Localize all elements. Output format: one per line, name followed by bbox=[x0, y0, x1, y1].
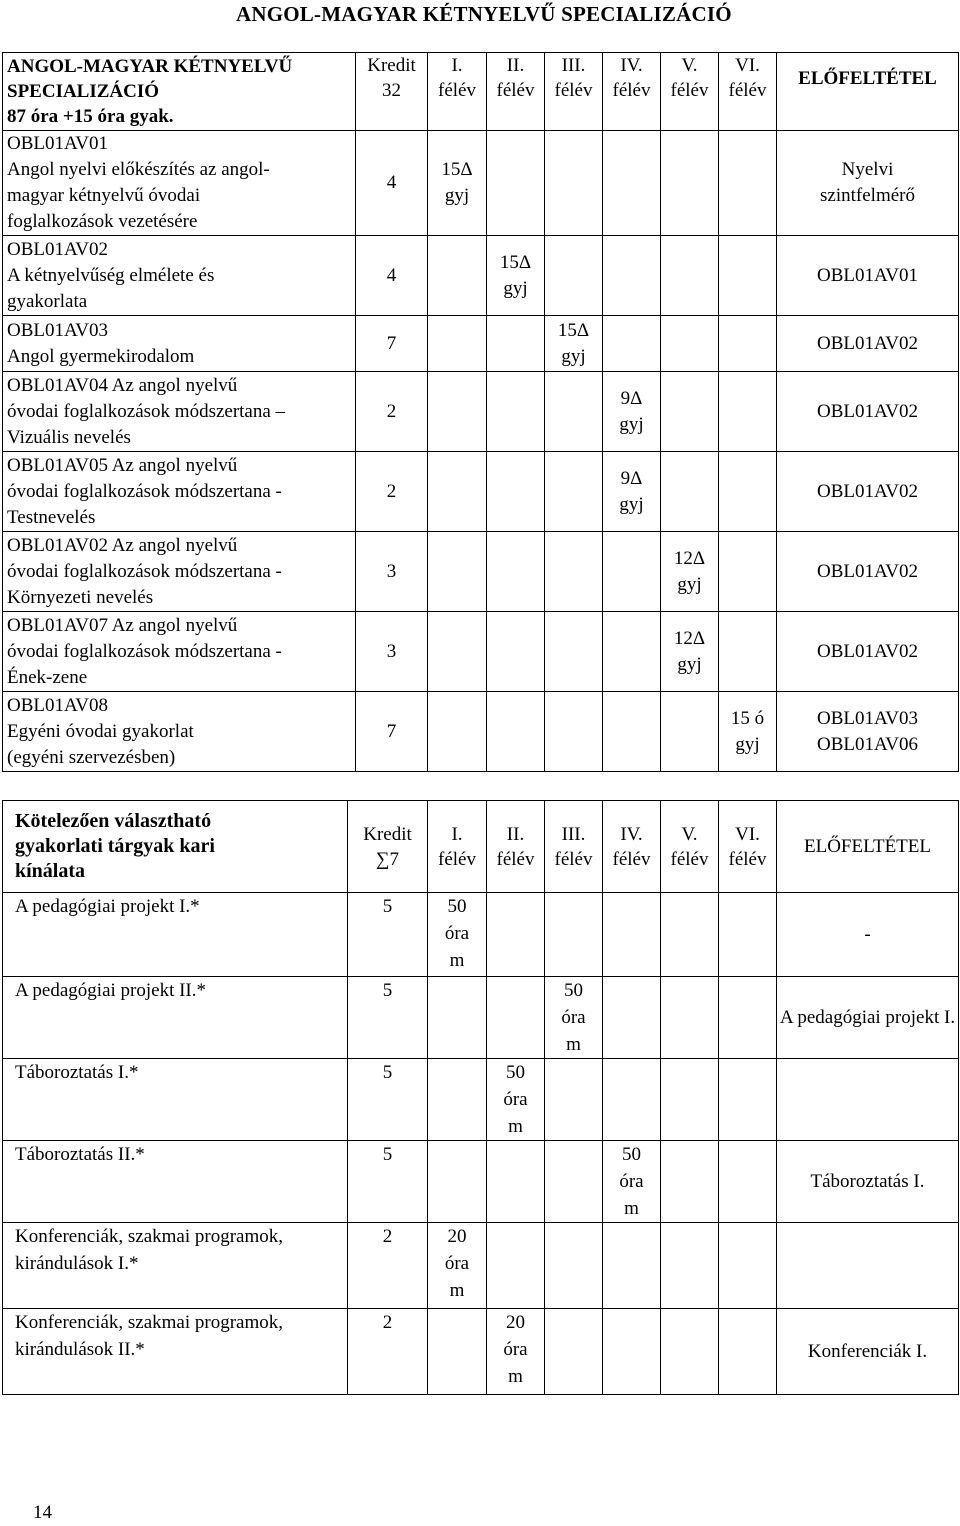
semester-cell bbox=[603, 1309, 661, 1395]
semester-cell bbox=[719, 1309, 777, 1395]
prereq-cell bbox=[777, 316, 959, 372]
table-title-line: 87 óra +15 óra gyak. bbox=[7, 106, 174, 127]
course-name-line: A pedagógiai projekt I.* bbox=[15, 896, 200, 917]
table-title bbox=[3, 53, 356, 131]
semester-number: IV. bbox=[620, 55, 643, 76]
course-cell bbox=[3, 893, 348, 977]
hours-line: 50 bbox=[564, 980, 583, 1001]
semester-cell bbox=[545, 316, 603, 372]
semester-cell bbox=[603, 372, 661, 452]
semester-cell bbox=[661, 893, 719, 977]
semester-cell bbox=[487, 893, 545, 977]
hours-line: óra bbox=[503, 1089, 528, 1110]
course-first-line bbox=[7, 318, 355, 344]
hours-line: 50 bbox=[622, 1144, 641, 1165]
course-cell bbox=[3, 452, 356, 532]
semester-number: I. bbox=[451, 55, 463, 76]
hours-line: m bbox=[566, 1034, 581, 1055]
hours-line: óra bbox=[444, 1253, 470, 1274]
semester-cell bbox=[661, 532, 719, 612]
semester-cell bbox=[719, 316, 777, 372]
course-cell bbox=[3, 977, 348, 1059]
semester-cell bbox=[545, 692, 603, 772]
course-first-line bbox=[7, 453, 355, 479]
course-name-line: magyar kétnyelvű óvodai bbox=[7, 185, 201, 206]
semester-cell bbox=[545, 1309, 603, 1395]
credit-cell: 5 bbox=[348, 1141, 428, 1223]
page-number: 14 bbox=[33, 1502, 52, 1523]
semester-cell bbox=[487, 532, 545, 612]
semester-cell bbox=[719, 372, 777, 452]
hours-line: 50 bbox=[447, 896, 467, 917]
kredit-label: Kredit bbox=[367, 55, 416, 76]
course-cell bbox=[3, 1059, 348, 1141]
course-name-line: óvodai foglalkozások módszertana - bbox=[7, 640, 282, 662]
prereq-header bbox=[777, 53, 959, 131]
prereq-cell bbox=[777, 452, 959, 532]
semester-number: II. bbox=[506, 823, 525, 845]
semester-cell bbox=[545, 1223, 603, 1309]
semester-cell bbox=[428, 1223, 487, 1309]
semester-cell bbox=[603, 1141, 661, 1223]
semester-cell bbox=[545, 977, 603, 1059]
semester-word: félév bbox=[670, 848, 709, 870]
semester-cell bbox=[487, 452, 545, 532]
credit-cell: 2 bbox=[356, 452, 428, 532]
semester-cell bbox=[428, 532, 487, 612]
course-cell bbox=[3, 692, 356, 772]
assessment-type: gyj bbox=[561, 345, 586, 367]
hours-line: m bbox=[508, 1116, 523, 1137]
semester-cell bbox=[661, 452, 719, 532]
table-title bbox=[3, 801, 348, 893]
semester-word: félév bbox=[554, 80, 593, 101]
hours-line: 20 bbox=[447, 1226, 467, 1247]
semester-cell bbox=[487, 612, 545, 692]
semester-word: félév bbox=[554, 848, 593, 870]
assessment-type: gyj bbox=[444, 185, 470, 206]
semester-cell bbox=[545, 532, 603, 612]
course-name-line: Konferenciák, szakmai programok, bbox=[15, 1226, 284, 1247]
course-name-line: Környezeti nevelés bbox=[7, 586, 154, 608]
course-name-line: Ének-zene bbox=[7, 666, 88, 688]
semester-cell bbox=[661, 372, 719, 452]
semester-cell bbox=[719, 131, 777, 236]
semester-cell bbox=[603, 893, 661, 977]
semester-cell bbox=[603, 612, 661, 692]
semester-number: III. bbox=[561, 55, 586, 76]
semester-cell bbox=[545, 612, 603, 692]
course-cell bbox=[3, 236, 356, 316]
course-code: OBL01AV05 bbox=[7, 454, 108, 476]
course-cell bbox=[3, 1141, 348, 1223]
semester-cell bbox=[487, 692, 545, 772]
course-first-line bbox=[7, 693, 355, 719]
course-name-line: Konferenciák, szakmai programok, bbox=[15, 1312, 284, 1333]
semester-cell bbox=[661, 1309, 719, 1395]
semester-header bbox=[428, 53, 487, 131]
semester-cell bbox=[545, 452, 603, 532]
hours-line: óra bbox=[503, 1339, 528, 1360]
hours-value: 9Δ bbox=[620, 467, 643, 489]
semester-word: félév bbox=[438, 848, 476, 870]
semester-number: V. bbox=[681, 823, 698, 845]
prereq-value: OBL01AV02 bbox=[817, 560, 918, 582]
credit-cell: 7 bbox=[356, 316, 428, 372]
course-cell bbox=[3, 1223, 348, 1309]
course-name-start: Az angol nyelvű bbox=[108, 374, 238, 396]
semester-header bbox=[545, 801, 603, 893]
credit-cell: 5 bbox=[348, 893, 428, 977]
prereq-value: OBL01AV02 bbox=[817, 480, 918, 502]
semester-cell bbox=[661, 1141, 719, 1223]
semester-cell bbox=[545, 372, 603, 452]
semester-cell bbox=[661, 977, 719, 1059]
semester-cell bbox=[545, 1141, 603, 1223]
hours-value: 15 ó bbox=[730, 707, 765, 729]
semester-cell bbox=[719, 1223, 777, 1309]
table-row bbox=[3, 1223, 959, 1309]
prereq-label: ELŐFELTÉTEL bbox=[798, 68, 937, 89]
semester-cell bbox=[487, 1309, 545, 1395]
semester-cell bbox=[428, 452, 487, 532]
prereq-cell bbox=[777, 372, 959, 452]
course-name-line: kirándulások I.* bbox=[15, 1253, 139, 1274]
course-name-line: Testnevelés bbox=[7, 506, 96, 528]
semester-cell bbox=[719, 452, 777, 532]
prereq-value: OBL01AV06 bbox=[817, 733, 918, 755]
semester-cell bbox=[545, 1059, 603, 1141]
table-row bbox=[3, 1309, 959, 1395]
hours-value: 15Δ bbox=[499, 251, 532, 273]
semester-cell bbox=[603, 316, 661, 372]
semester-cell bbox=[487, 131, 545, 236]
semester-cell bbox=[719, 977, 777, 1059]
table-row bbox=[3, 532, 959, 612]
hours-value: 9Δ bbox=[620, 387, 643, 409]
credit-cell: 5 bbox=[348, 977, 428, 1059]
course-code: OBL01AV02 bbox=[7, 238, 108, 260]
course-name-line: foglalkozások vezetésére bbox=[7, 211, 198, 232]
semester-header bbox=[487, 801, 545, 893]
course-cell bbox=[3, 372, 356, 452]
header-row bbox=[3, 53, 959, 131]
course-cell bbox=[3, 131, 356, 236]
prereq-cell: - bbox=[777, 893, 959, 977]
semester-cell bbox=[487, 977, 545, 1059]
semester-header bbox=[661, 801, 719, 893]
semester-cell bbox=[428, 1309, 487, 1395]
course-name-line: óvodai foglalkozások módszertana – bbox=[7, 400, 286, 422]
course-cell bbox=[3, 1309, 348, 1395]
course-name-line: Egyéni óvodai gyakorlat bbox=[7, 720, 194, 742]
semester-number: IV. bbox=[620, 823, 643, 845]
prereq-cell: A pedagógiai projekt I. bbox=[777, 977, 959, 1059]
prereq-value: szintfelmérő bbox=[820, 185, 915, 206]
hours-line: m bbox=[508, 1366, 523, 1387]
semester-cell bbox=[661, 316, 719, 372]
hours-value: 12Δ bbox=[673, 547, 706, 569]
table-title-line: ANGOL-MAGYAR KÉTNYELVŰ bbox=[7, 56, 293, 77]
semester-header bbox=[719, 53, 777, 131]
credit-cell: 7 bbox=[356, 692, 428, 772]
prereq-value: OBL01AV02 bbox=[817, 400, 918, 422]
course-name-start: Az angol nyelvű bbox=[108, 614, 238, 636]
semester-cell bbox=[661, 131, 719, 236]
course-code: OBL01AV01 bbox=[7, 133, 108, 154]
hours-line: m bbox=[624, 1198, 639, 1219]
prereq-cell: Táboroztatás I. bbox=[777, 1141, 959, 1223]
course-cell bbox=[3, 532, 356, 612]
prereq-cell: Konferenciák I. bbox=[777, 1309, 959, 1395]
semester-cell bbox=[428, 893, 487, 977]
assessment-type: gyj bbox=[619, 413, 644, 435]
prereq-cell bbox=[777, 1223, 959, 1309]
semester-cell bbox=[428, 372, 487, 452]
semester-cell bbox=[545, 236, 603, 316]
prereq-cell bbox=[777, 236, 959, 316]
prereq-cell bbox=[777, 1059, 959, 1141]
semester-cell bbox=[661, 1223, 719, 1309]
semester-cell bbox=[719, 532, 777, 612]
semester-cell bbox=[603, 977, 661, 1059]
kredit-header bbox=[356, 53, 428, 131]
semester-number: VI. bbox=[735, 55, 760, 76]
prereq-value: OBL01AV03 bbox=[817, 707, 918, 729]
semester-word: félév bbox=[496, 80, 535, 101]
table-row bbox=[3, 131, 959, 236]
course-name-line: Táboroztatás I.* bbox=[15, 1062, 139, 1083]
prereq-value: OBL01AV02 bbox=[817, 640, 918, 662]
semester-header bbox=[545, 53, 603, 131]
semester-number: VI. bbox=[735, 823, 760, 845]
semester-cell bbox=[719, 893, 777, 977]
semester-header bbox=[661, 53, 719, 131]
semester-cell bbox=[661, 236, 719, 316]
semester-cell bbox=[428, 612, 487, 692]
course-name-start: Az angol nyelvű bbox=[108, 534, 238, 556]
prereq-cell bbox=[777, 532, 959, 612]
semester-cell bbox=[428, 316, 487, 372]
table-title-line: kínálata bbox=[15, 860, 86, 882]
semester-number: II. bbox=[506, 55, 525, 76]
credit-cell: 3 bbox=[356, 532, 428, 612]
course-code: OBL01AV07 bbox=[7, 614, 108, 636]
kredit-total: 32 bbox=[382, 80, 401, 101]
prereq-cell bbox=[777, 131, 959, 236]
course-name-line: Angol gyermekirodalom bbox=[7, 345, 195, 367]
semester-header bbox=[719, 801, 777, 893]
semester-header bbox=[487, 53, 545, 131]
semester-cell bbox=[603, 692, 661, 772]
course-first-line bbox=[7, 237, 355, 263]
credit-cell: 2 bbox=[348, 1223, 428, 1309]
table-title-line: gyakorlati tárgyak kari bbox=[15, 835, 215, 857]
semester-cell bbox=[428, 1059, 487, 1141]
course-name-line: óvodai foglalkozások módszertana - bbox=[7, 560, 282, 582]
hours-line: 20 bbox=[506, 1312, 525, 1333]
semester-cell bbox=[603, 1059, 661, 1141]
semester-cell bbox=[661, 692, 719, 772]
semester-word: félév bbox=[728, 80, 767, 101]
semester-cell bbox=[603, 236, 661, 316]
course-first-line bbox=[7, 533, 355, 559]
hours-line: óra bbox=[561, 1007, 586, 1028]
semester-cell bbox=[487, 372, 545, 452]
hours-value: 15Δ bbox=[557, 319, 590, 341]
semester-word: félév bbox=[670, 80, 709, 101]
course-name-line: kirándulások II.* bbox=[15, 1339, 145, 1360]
semester-cell bbox=[661, 612, 719, 692]
kredit-label: Kredit bbox=[363, 823, 412, 845]
semester-word: félév bbox=[612, 848, 651, 870]
semester-cell bbox=[719, 692, 777, 772]
kredit-total: ∑7 bbox=[375, 848, 400, 870]
table-row bbox=[3, 692, 959, 772]
prereq-header bbox=[777, 801, 959, 893]
credit-cell: 4 bbox=[356, 131, 428, 236]
semester-cell bbox=[603, 532, 661, 612]
credit-cell: 4 bbox=[356, 236, 428, 316]
semester-number: V. bbox=[681, 55, 698, 76]
table-row bbox=[3, 452, 959, 532]
assessment-type: gyj bbox=[677, 573, 702, 595]
hours-value: 15Δ bbox=[441, 159, 473, 180]
semester-cell bbox=[603, 131, 661, 236]
table-row bbox=[3, 1059, 959, 1141]
course-code: OBL01AV04 bbox=[7, 374, 108, 396]
semester-cell bbox=[428, 236, 487, 316]
prereq-value: Nyelvi bbox=[841, 159, 894, 180]
table-row bbox=[3, 372, 959, 452]
kredit-header bbox=[348, 801, 428, 893]
prereq-cell bbox=[777, 612, 959, 692]
course-first-line bbox=[7, 131, 355, 157]
credit-cell: 2 bbox=[348, 1309, 428, 1395]
semester-cell bbox=[719, 612, 777, 692]
semester-cell bbox=[487, 1223, 545, 1309]
credit-cell: 5 bbox=[348, 1059, 428, 1141]
table-row bbox=[3, 612, 959, 692]
semester-cell bbox=[428, 692, 487, 772]
credit-cell: 3 bbox=[356, 612, 428, 692]
hours-line: óra bbox=[444, 923, 470, 944]
semester-cell bbox=[661, 1059, 719, 1141]
semester-cell bbox=[719, 1141, 777, 1223]
hours-line: óra bbox=[619, 1171, 644, 1192]
course-name-line: gyakorlata bbox=[7, 290, 88, 312]
semester-word: félév bbox=[438, 80, 476, 101]
prereq-label: ELŐFELTÉTEL bbox=[804, 836, 931, 857]
course-name-line: óvodai foglalkozások módszertana - bbox=[7, 480, 282, 502]
course-name-line: Angol nyelvi előkészítés az angol- bbox=[7, 159, 270, 180]
course-first-line bbox=[7, 373, 355, 399]
table-row bbox=[3, 316, 959, 372]
course-code: OBL01AV03 bbox=[7, 319, 108, 341]
semester-cell bbox=[719, 236, 777, 316]
table-row bbox=[3, 1141, 959, 1223]
semester-cell bbox=[603, 452, 661, 532]
course-code: OBL01AV08 bbox=[7, 694, 108, 716]
hours-line: 50 bbox=[506, 1062, 525, 1083]
course-first-line bbox=[7, 613, 355, 639]
table-row bbox=[3, 977, 959, 1059]
semester-cell bbox=[428, 977, 487, 1059]
assessment-type: gyj bbox=[735, 733, 760, 755]
credit-cell: 2 bbox=[356, 372, 428, 452]
semester-number: III. bbox=[561, 823, 586, 845]
semester-cell bbox=[428, 1141, 487, 1223]
semester-cell bbox=[487, 1141, 545, 1223]
course-cell bbox=[3, 612, 356, 692]
prereq-value: OBL01AV01 bbox=[817, 264, 918, 286]
course-name-start: Az angol nyelvű bbox=[108, 454, 238, 476]
semester-cell bbox=[487, 316, 545, 372]
course-cell bbox=[3, 316, 356, 372]
semester-cell bbox=[545, 893, 603, 977]
assessment-type: gyj bbox=[503, 277, 528, 299]
table-row bbox=[3, 236, 959, 316]
header-row bbox=[3, 801, 959, 893]
semester-word: félév bbox=[728, 848, 767, 870]
table-row bbox=[3, 893, 959, 977]
semester-header bbox=[603, 801, 661, 893]
hours-value: 12Δ bbox=[673, 627, 706, 649]
table-title-line: Kötelezően választható bbox=[15, 810, 212, 832]
hours-line: m bbox=[449, 950, 465, 971]
assessment-type: gyj bbox=[677, 653, 702, 675]
elective-table bbox=[2, 800, 959, 1395]
hours-line: m bbox=[449, 1280, 465, 1301]
page-title: ANGOL-MAGYAR KÉTNYELVŰ SPECIALIZÁCIÓ bbox=[236, 2, 732, 26]
assessment-type: gyj bbox=[619, 493, 644, 515]
semester-cell bbox=[487, 1059, 545, 1141]
course-name-line: A pedagógiai projekt II.* bbox=[15, 980, 207, 1001]
prereq-cell bbox=[777, 692, 959, 772]
semester-number: I. bbox=[451, 823, 463, 845]
course-code: OBL01AV02 bbox=[7, 534, 108, 556]
course-name-line: (egyéni szervezésben) bbox=[7, 746, 176, 768]
semester-cell bbox=[428, 131, 487, 236]
semester-cell bbox=[545, 131, 603, 236]
semester-cell bbox=[603, 1223, 661, 1309]
course-name-line: Vizuális nevelés bbox=[7, 426, 131, 448]
course-name-line: A kétnyelvűség elmélete és bbox=[7, 264, 215, 286]
specialization-table bbox=[2, 52, 959, 772]
semester-cell bbox=[719, 1059, 777, 1141]
semester-cell bbox=[487, 236, 545, 316]
table-title-line: SPECIALIZÁCIÓ bbox=[7, 81, 160, 102]
course-name-line: Táboroztatás II.* bbox=[15, 1144, 145, 1165]
semester-word: félév bbox=[612, 80, 651, 101]
semester-header bbox=[428, 801, 487, 893]
semester-word: félév bbox=[496, 848, 535, 870]
prereq-value: OBL01AV02 bbox=[817, 332, 918, 354]
semester-header bbox=[603, 53, 661, 131]
